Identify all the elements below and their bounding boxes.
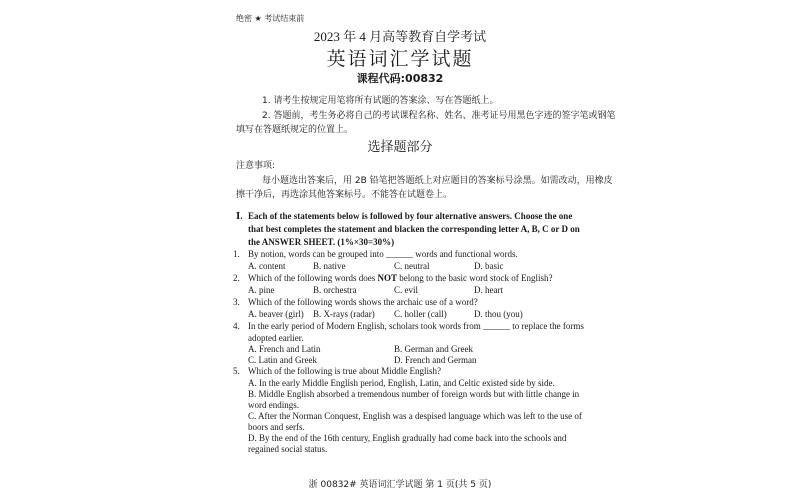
question-text-cont: adopted earlier. xyxy=(248,333,304,343)
question-number: 2. xyxy=(233,273,240,283)
question-text: By notion, words can be grouped into ______ words and functional words. xyxy=(248,249,518,259)
option: C. holler (call) xyxy=(394,309,447,319)
instruction-2-cont: 填写在答题纸规定的位置上。 xyxy=(236,125,354,135)
question-number: 4. xyxy=(233,321,240,331)
question-text: In the early period of Modern English, scholars took words from ______ to replace the forms xyxy=(248,321,584,331)
option: C. evil xyxy=(394,285,418,295)
question-number: 5. xyxy=(233,366,240,376)
option: D. By the end of the 16th century, English gradually had come back into the schools and xyxy=(248,433,567,443)
part-number: Ⅰ. xyxy=(236,211,243,221)
course-code: 课程代码:00832 xyxy=(356,72,444,85)
question-number: 3. xyxy=(233,297,240,307)
option: B. German and Greek xyxy=(394,344,473,354)
option: D. thou (you) xyxy=(474,309,523,319)
option: B. Middle English absorbed a tremendous number of foreign words but with little change in xyxy=(248,389,580,399)
question-text: Which of the following is true about Middle English? xyxy=(248,366,441,376)
option: B. X-rays (radar) xyxy=(313,309,375,319)
notes-line-1: 每小题选出答案后，用 2B 铅笔把答题纸上对应题目的答案标号涂黑。如需改动，用橡皮 xyxy=(262,176,613,186)
option-cont: regained social status. xyxy=(248,444,328,454)
option: D. basic xyxy=(474,261,504,271)
notes-line-2: 擦干净后，再选涂其他答案标号。不能答在试题卷上。 xyxy=(236,190,453,200)
option: A. pine xyxy=(248,285,275,295)
option: A. In the early Middle English period, English, Latin, and Celtic existed side by side. xyxy=(248,378,555,388)
confidential-label: 绝密 ★ 考试结束前 xyxy=(236,14,305,23)
option: B. native xyxy=(313,261,346,271)
option: A. content xyxy=(248,261,286,271)
instruction-2: 2. 答题前，考生务必将自己的考试课程名称、姓名、准考证号用黑色字迹的签字笔或钢笔 xyxy=(262,111,616,121)
option-cont: word endings. xyxy=(248,400,299,410)
notes-label: 注意事项: xyxy=(236,161,276,171)
section-title: 选择题部分 xyxy=(367,140,433,155)
exam-title: 2023 年 4 月高等教育自学考试 xyxy=(313,29,487,44)
question-text: Which of the following words shows the archaic use of a word? xyxy=(248,297,478,307)
part-instruction-3: the ANSWER SHEET. (1%×30=30%) xyxy=(248,237,395,247)
question-number: 1. xyxy=(233,249,240,259)
option: C. neutral xyxy=(394,261,430,271)
option: B. orchestra xyxy=(313,285,357,295)
option-cont: boors and serfs. xyxy=(248,422,305,432)
option: A. beaver (girl) xyxy=(248,309,304,319)
option: A. French and Latin xyxy=(248,344,321,354)
option: C. After the Norman Conquest, English was a despised language which was left to the use of xyxy=(248,411,582,421)
part-instruction-1: Each of the statements below is followed by four alternative answers. Choose the one xyxy=(248,211,573,221)
subject-title: 英语词汇学试题 xyxy=(326,48,474,70)
part-instruction-2: that best completes the statement and blacken the corresponding letter A, B, C or D on xyxy=(248,224,580,234)
option: C. Latin and Greek xyxy=(248,355,317,365)
page-footer: 浙 00832# 英语词汇学试题 第 1 页(共 5 页) xyxy=(308,480,492,490)
question-text: Which of the following words does NOT belong to the basic word stock of English? xyxy=(248,273,553,283)
option: D. French and German xyxy=(394,355,477,365)
option: D. heart xyxy=(474,285,503,295)
instruction-1: 1. 请考生按规定用笔将所有试题的答案涂、写在答题纸上。 xyxy=(262,96,499,106)
